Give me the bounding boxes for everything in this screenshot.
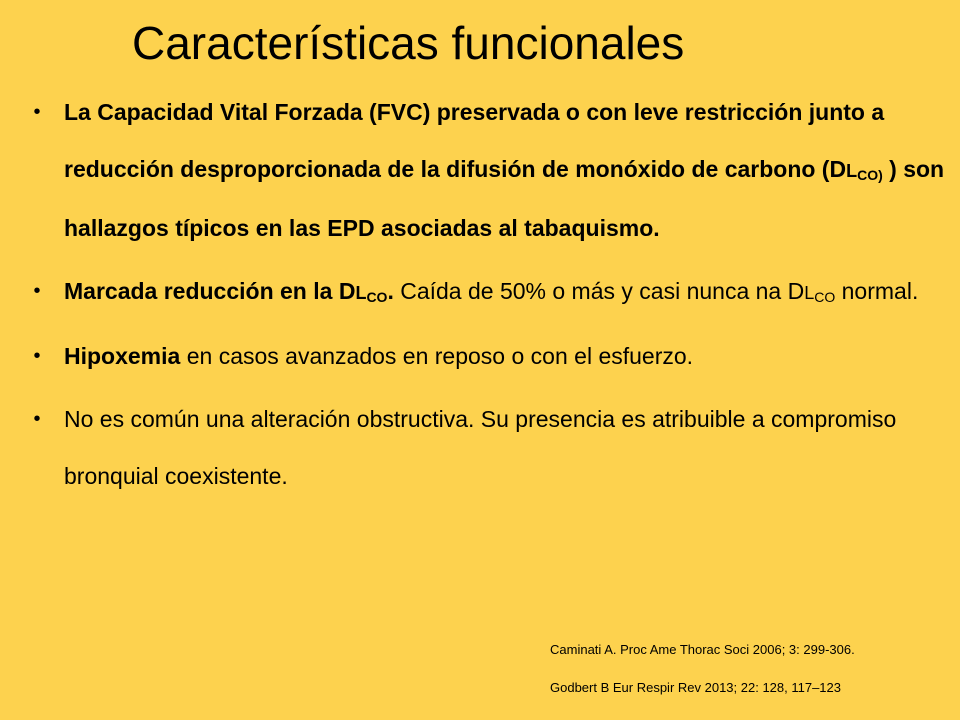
slide-title: Características funcionales [132, 17, 685, 69]
bullet-dlco-text-end: normal. [835, 278, 919, 304]
bullet-marker: • [33, 280, 41, 302]
dlco-l: L [804, 283, 815, 303]
bullet-fvc-text: La Capacidad Vital Forzada (FVC) preservada o con leve restricción junto a reducción desproporcionada de la difusión de monóxido de carbono (D [64, 99, 885, 182]
bullet-dlco-bold: Marcada reducción en la D [64, 278, 356, 304]
bullet-dlco-period: . [387, 278, 394, 304]
reference-godbert: Godbert B Eur Respir Rev 2013; 22: 128, 117–123 [550, 680, 842, 695]
bullet-dlco [24, 263, 950, 322]
references [550, 640, 950, 716]
bullet-marker: • [33, 101, 41, 123]
bullet-marker: • [33, 408, 41, 430]
dlco-sub: CO [366, 289, 388, 305]
bullet-hipoxemia [24, 328, 950, 385]
bullet-obstructiva-text: No es común una alteración obstructiva. Su presencia es atribuible a compromiso bronquial coexistente. [64, 406, 897, 489]
dlco-l: L [355, 283, 367, 303]
bullet-obstructiva [24, 391, 950, 505]
bullet-fvc [24, 84, 950, 257]
bullet-marker: • [33, 345, 41, 367]
bullet-fvc-text-end: ) son hallazgos típicos en las EPD asociadas al tabaquismo. [64, 156, 945, 241]
bullet-hipoxemia-bold: Hipoxemia [64, 343, 181, 369]
reference-caminati: Caminati A. Proc Ame Thorac Soci 2006; 3: 299-306. [550, 642, 855, 657]
bullet-dlco-text: Caída de 50% o más y casi nunca na D [393, 278, 805, 304]
dlco-l: L [846, 161, 858, 181]
dlco-sub: CO [814, 289, 836, 305]
dlco-sub: CO) [857, 167, 883, 183]
bullet-hipoxemia-text: en casos avanzados en reposo o con el esfuerzo. [180, 343, 694, 369]
bullet-list [24, 84, 950, 511]
